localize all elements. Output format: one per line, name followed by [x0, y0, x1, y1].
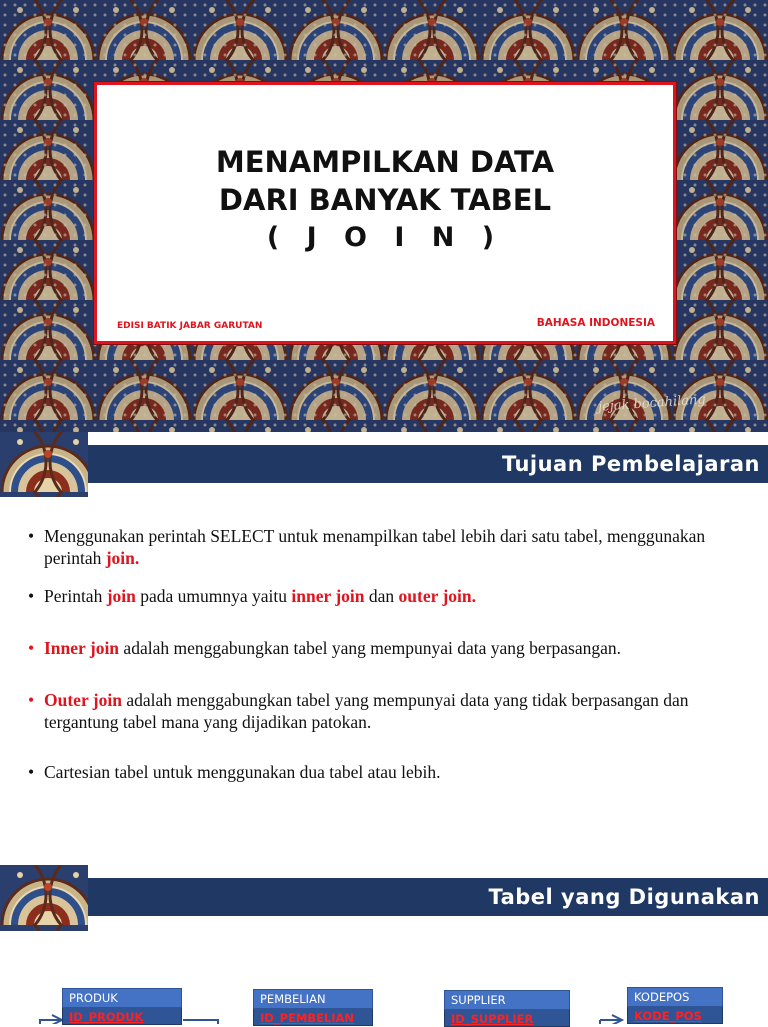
title-line-3: ( J O I N ) [266, 222, 504, 253]
bullet-icon: • [28, 690, 35, 710]
bullet-icon: • [28, 762, 35, 782]
tables-header: Tabel yang Digunakan [88, 878, 768, 916]
table-key-field: ID_PRODUK [62, 1008, 182, 1025]
table-key-field: KODE_POS [627, 1007, 723, 1024]
table-name: PEMBELIAN [253, 989, 373, 1009]
language-label: BAHASA INDONESIA [536, 317, 655, 329]
title-card [94, 82, 676, 344]
table-pembelian [253, 989, 373, 1026]
edition-label: EDISI BATIK JABAR GARUTAN [117, 321, 263, 331]
table-kodepos [627, 987, 723, 1024]
batik-tile-pattern [0, 432, 88, 497]
list-item: • Menggunakan perintah SELECT untuk menampilkan tabel lebih dari satu tabel, menggunakan perintah join. [28, 526, 706, 568]
table-key-field: ID_SUPPLIER [444, 1010, 570, 1027]
list-item: • Perintah join pada umumnya yaitu inner join dan outer join. [28, 586, 476, 606]
title-line-2: DARI BANYAK TABEL [218, 183, 552, 217]
table-name: PRODUK [62, 988, 182, 1008]
cover-slide [0, 0, 768, 432]
table-produk [62, 988, 182, 1025]
list-item: • Inner join adalah menggabungkan tabel yang mempunyai data yang berpasangan. [28, 638, 622, 658]
table-name: SUPPLIER [444, 990, 570, 1010]
table-name: KODEPOS [627, 987, 723, 1007]
bullet-icon: • [28, 638, 35, 658]
list-item: • Outer join adalah menggabungkan tabel yang mempunyai data yang tidak berpasangan dan tergantung tabel mana yang dijadikan patokan. [28, 690, 689, 732]
title-line-1: MENAMPILKAN DATA [215, 145, 555, 179]
bullet-icon: • [28, 586, 35, 606]
table-supplier [444, 990, 570, 1027]
table-key-field: ID_PEMBELIAN [253, 1009, 373, 1026]
batik-corner-tile [0, 865, 88, 931]
batik-tile-pattern [0, 865, 88, 931]
objectives-list [28, 525, 748, 783]
batik-corner-tile [0, 432, 88, 497]
bullet-icon: • [28, 526, 35, 546]
objectives-header: Tujuan Pembelajaran [88, 445, 768, 483]
list-item: • Cartesian tabel untuk menggunakan dua tabel atau lebih. [28, 762, 441, 782]
signature-watermark: jejak bocahilang [597, 392, 707, 415]
